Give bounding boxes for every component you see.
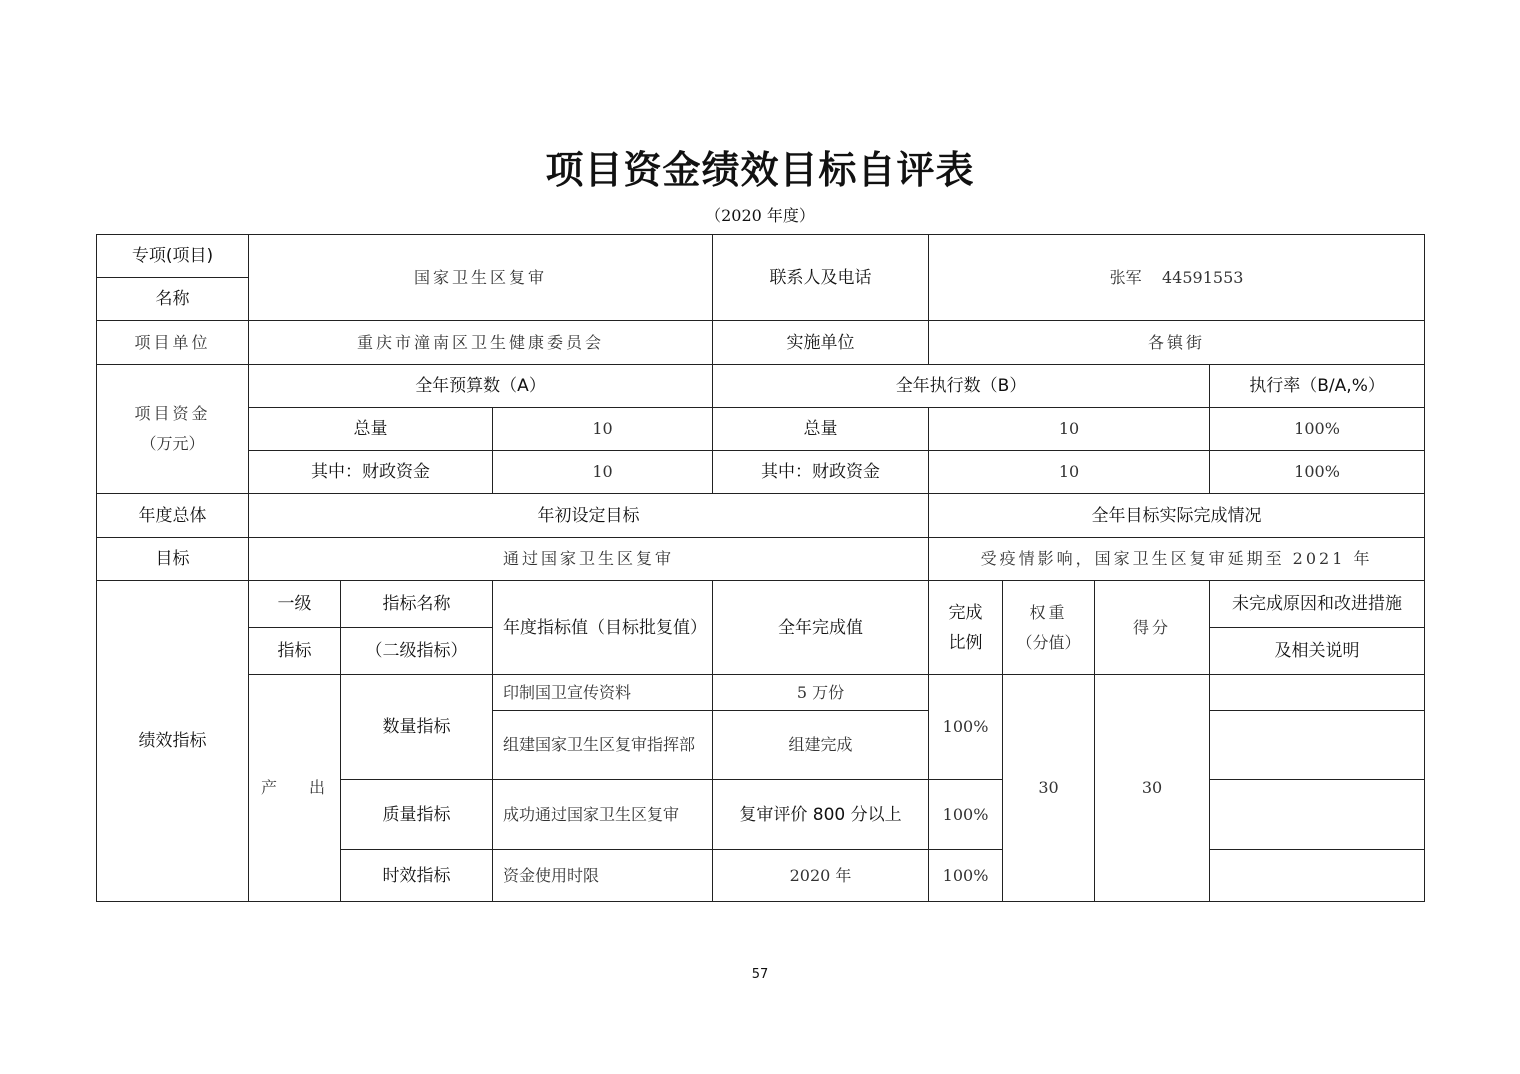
- page-number: 57: [751, 967, 769, 982]
- implementing-unit-value: 各镇街: [929, 321, 1425, 365]
- timeliness-completion: 2020 年: [713, 850, 929, 902]
- execution-fiscal-value: 10: [929, 451, 1210, 494]
- weight-header-line1: 权重: [1029, 602, 1068, 622]
- output-category: 产 出: [249, 675, 341, 902]
- budget-total-value: 10: [493, 408, 713, 451]
- weight-value: 30: [1003, 675, 1095, 902]
- reason-cell-4: [1210, 850, 1425, 902]
- execution-rate-header: 执行率（B/A,%）: [1210, 365, 1425, 408]
- quality-completion: 复审评价 800 分以上: [713, 780, 929, 850]
- completion-ratio-header-line1: 完成: [948, 602, 983, 623]
- weight-header-line2: （分值）: [1016, 632, 1081, 652]
- annual-completion-header: 全年完成值: [713, 581, 929, 675]
- budget-fiscal-label: 其中：财政资金: [249, 451, 493, 494]
- actual-completion-header: 全年目标实际完成情况: [929, 494, 1425, 538]
- quality-ratio: 100%: [929, 780, 1003, 850]
- target-value-header: 年度指标值（目标批复值）: [493, 581, 713, 675]
- initial-goal-value: 通过国家卫生区复审: [249, 538, 929, 581]
- score-value: 30: [1095, 675, 1210, 902]
- project-unit-value: 重庆市潼南区卫生健康委员会: [249, 321, 713, 365]
- timeliness-ratio: 100%: [929, 850, 1003, 902]
- annual-budget-header: 全年预算数（A）: [249, 365, 713, 408]
- reason-header-line2: 及相关说明: [1210, 628, 1425, 675]
- indicator-name-header-line1: 指标名称: [341, 581, 493, 628]
- reason-cell-3: [1210, 780, 1425, 850]
- timeliness-indicator-name: 时效指标: [341, 850, 493, 902]
- funds-label-line1: 项目资金: [134, 404, 211, 423]
- implementing-unit-label: 实施单位: [713, 321, 929, 365]
- annual-goal-label-line2: 目标: [97, 538, 249, 581]
- performance-indicators-label: 绩效指标: [97, 581, 249, 902]
- quantity-indicator-name: 数量指标: [341, 675, 493, 780]
- level1-header-line1: 一级: [249, 581, 341, 628]
- document-title: 项目资金绩效目标自评表: [545, 147, 975, 192]
- execution-fiscal-label: 其中：财政资金: [713, 451, 929, 494]
- weight-header: [1003, 581, 1095, 675]
- project-name-value: 国家卫生区复审: [249, 235, 713, 321]
- level1-header-line2: 指标: [249, 628, 341, 675]
- quantity-completion-2: 组建完成: [713, 711, 929, 780]
- performance-self-evaluation-table: [96, 234, 1425, 902]
- contact-label: 联系人及电话: [713, 235, 929, 321]
- budget-total-label: 总量: [249, 408, 493, 451]
- contact-value: 张军 44591553: [929, 235, 1425, 321]
- annual-goal-label-line1: 年度总体: [97, 494, 249, 538]
- initial-goal-header: 年初设定目标: [249, 494, 929, 538]
- funds-label-line2: （万元）: [140, 434, 205, 453]
- annual-execution-header: 全年执行数（B）: [713, 365, 1210, 408]
- quality-indicator-name: 质量指标: [341, 780, 493, 850]
- fiscal-rate-value: 100%: [1210, 451, 1425, 494]
- quality-target: 成功通过国家卫生区复审: [493, 780, 713, 850]
- indicator-name-header-line2: （二级指标）: [341, 628, 493, 675]
- reason-cell-1: [1210, 675, 1425, 711]
- quantity-target-2: 组建国家卫生区复审指挥部: [493, 711, 713, 780]
- score-header: 得分: [1095, 581, 1210, 675]
- document-year: （2020 年度）: [705, 206, 815, 225]
- total-rate-value: 100%: [1210, 408, 1425, 451]
- project-name-label-line2: 名称: [97, 278, 249, 321]
- project-name-label-line1: 专项(项目): [97, 235, 249, 278]
- timeliness-target: 资金使用时限: [493, 850, 713, 902]
- completion-ratio-header: [929, 581, 1003, 675]
- quantity-ratio: 100%: [929, 675, 1003, 780]
- budget-fiscal-value: 10: [493, 451, 713, 494]
- reason-cell-2: [1210, 711, 1425, 780]
- project-unit-label: 项目单位: [97, 321, 249, 365]
- execution-total-label: 总量: [713, 408, 929, 451]
- funds-label: [97, 365, 249, 494]
- quantity-completion-1: 5 万份: [713, 675, 929, 711]
- quantity-target-1: 印制国卫宣传资料: [493, 675, 713, 711]
- actual-goal-value: 受疫情影响，国家卫生区复审延期至 2021 年: [929, 538, 1425, 581]
- execution-total-value: 10: [929, 408, 1210, 451]
- reason-header-line1: 未完成原因和改进措施: [1210, 581, 1425, 628]
- completion-ratio-header-line2: 比例: [948, 632, 983, 653]
